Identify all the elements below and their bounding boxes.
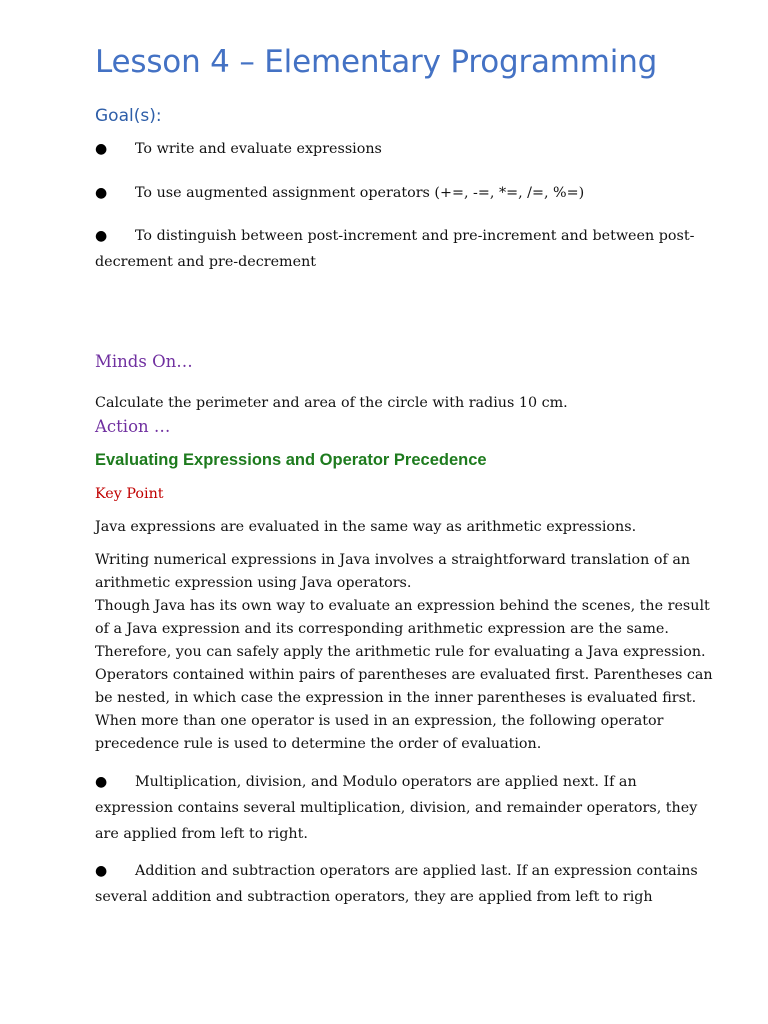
rule-item-text: Addition and subtraction operators are applied last. If an expression contains several addition and subtraction operators, they are applied from left to righ <box>95 863 698 905</box>
key-point-label: Key Point <box>95 486 164 502</box>
goal-item-text: To use augmented assignment operators (+=, -=, *=, /=, %=) <box>135 185 585 201</box>
paragraph <box>95 549 715 756</box>
rule-item-text: Multiplication, division, and Modulo operators are applied next. If an expression contains several multiplication, division, and remainder operators, they are applied from left to right. <box>95 774 698 842</box>
bullet-icon: ● <box>95 185 108 201</box>
goal-item <box>95 136 715 162</box>
goal-item-text: To distinguish between post-increment and pre-increment and between post-decrement and pre-decrement <box>95 228 695 270</box>
minds-on-text: Calculate the perimeter and area of the circle with radius 10 cm. <box>95 395 568 411</box>
key-point-text: Java expressions are evaluated in the same way as arithmetic expressions. <box>95 519 637 535</box>
goal-item <box>95 180 715 206</box>
lesson-title: Lesson 4 – Elementary Programming <box>95 44 658 80</box>
rule-item <box>95 858 715 910</box>
paragraph-1: Writing numerical expressions in Java involves a straightforward translation of an arithmetic expression using Java operators. <box>95 552 691 591</box>
bullet-icon: ● <box>95 774 108 790</box>
bullet-icon: ● <box>95 863 108 879</box>
bullet-icon: ● <box>95 141 108 157</box>
section-subheading: Evaluating Expressions and Operator Precedence <box>95 451 487 469</box>
goal-item <box>95 223 715 275</box>
paragraph-2: Though Java has its own way to evaluate an expression behind the scenes, the result of a Java expression and its corresponding arithmetic expression are the same. Therefore, you can safely apply the arithmetic rule for evaluating a Java expression. Operators contained within pairs of parentheses are evaluated first. Parentheses can be nested, in which case the expression in the inner parentheses is evaluated first. When more than one operator is used in an expression, the following operator precedence rule is used to determine the order of evaluation. <box>95 598 713 752</box>
minds-on-heading: Minds On… <box>95 352 193 371</box>
action-heading: Action … <box>95 417 171 436</box>
bullet-icon: ● <box>95 228 108 244</box>
goal-item-text: To write and evaluate expressions <box>135 141 382 157</box>
goals-heading: Goal(s): <box>95 106 162 126</box>
rule-item <box>95 769 715 847</box>
